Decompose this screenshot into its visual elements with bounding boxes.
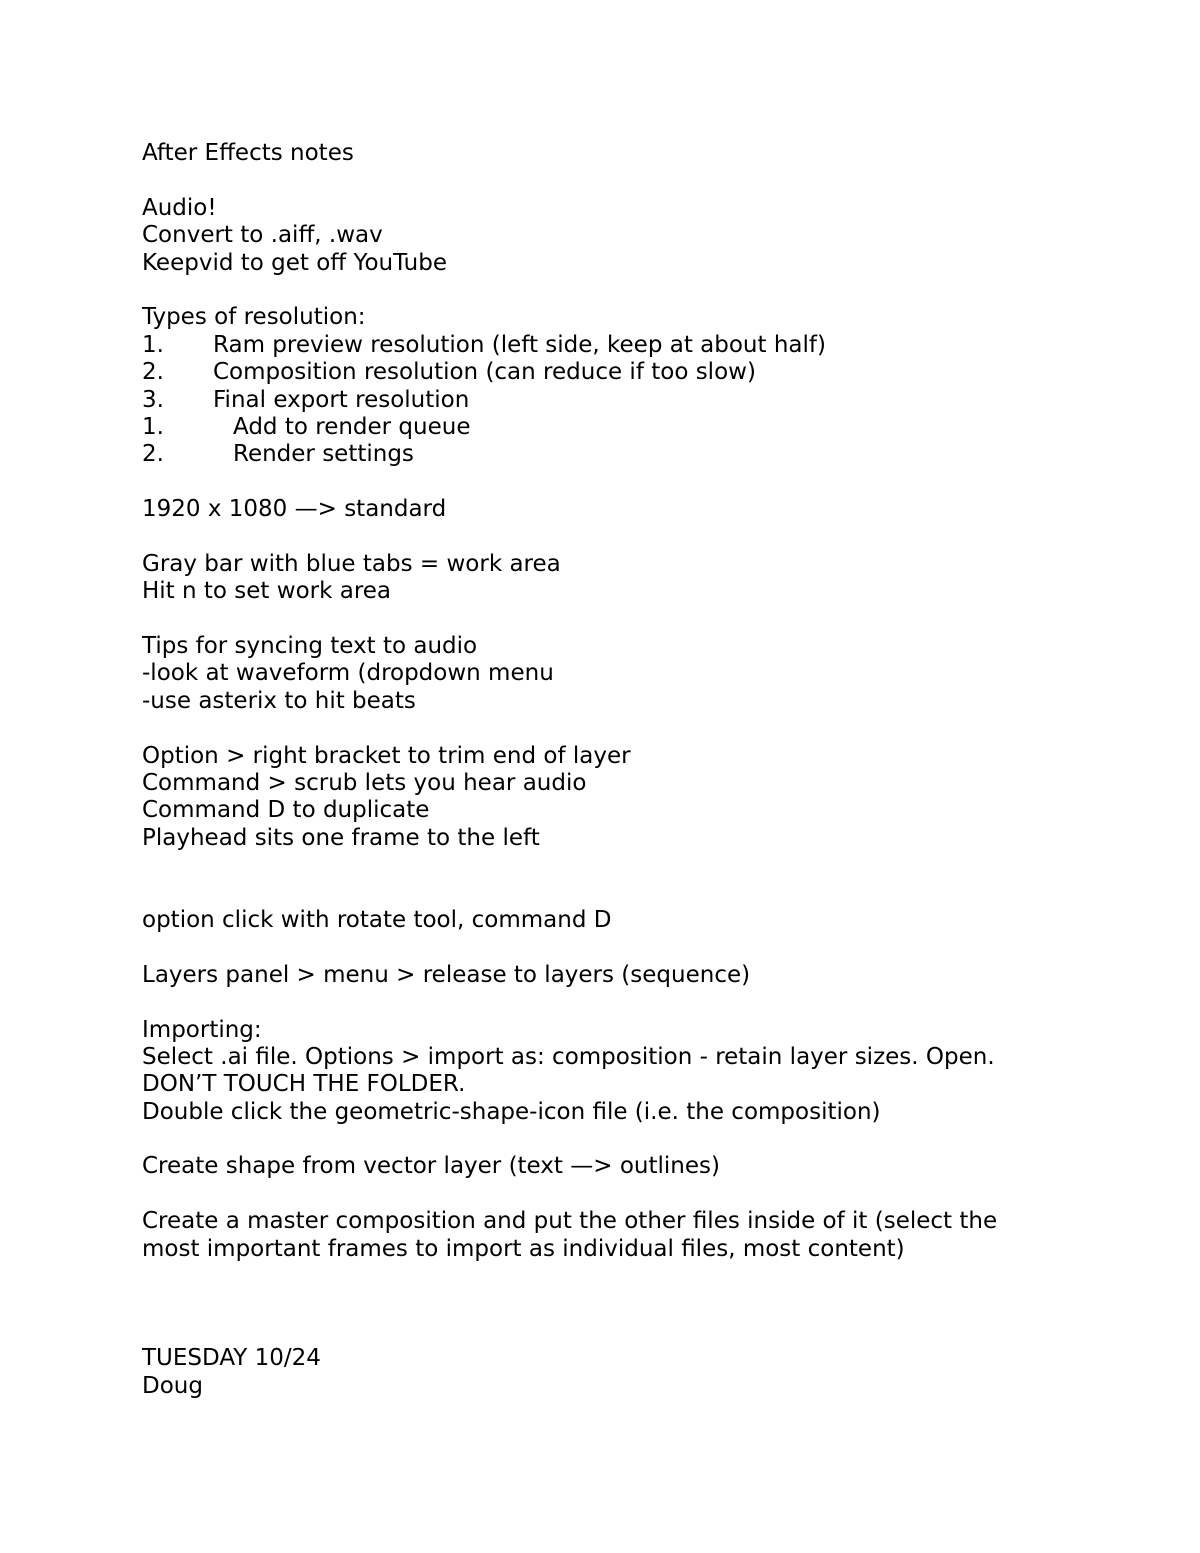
layers-line: Layers panel > menu > release to layers (sequence) bbox=[142, 961, 751, 988]
sub-list-item bbox=[142, 414, 1142, 441]
list-number: 2. bbox=[142, 359, 164, 386]
syncing-line: -look at waveform (dropdown menu bbox=[142, 660, 554, 687]
master-line: Create a master composition and put the other files inside of it (select the bbox=[142, 1208, 998, 1235]
footer-date: TUESDAY 10/24 bbox=[142, 1345, 321, 1372]
resolution-heading: Types of resolution: bbox=[142, 304, 366, 331]
list-item bbox=[142, 332, 1142, 359]
standard-line: 1920 x 1080 —> standard bbox=[142, 496, 447, 523]
importing-line: DON’T TOUCH THE FOLDER. bbox=[142, 1071, 466, 1098]
list-number: 2. bbox=[142, 441, 164, 468]
list-number: 1. bbox=[142, 331, 164, 358]
master-line: most important frames to import as individual files, most content) bbox=[142, 1235, 905, 1262]
importing-heading: Importing: bbox=[142, 1016, 262, 1043]
work-area-line: Hit n to set work area bbox=[142, 578, 392, 605]
list-item bbox=[142, 387, 1142, 414]
list-text: Render settings bbox=[233, 441, 414, 468]
rotate-line: option click with rotate tool, command D bbox=[142, 906, 612, 933]
list-number: 3. bbox=[142, 386, 164, 413]
list-text: Add to render queue bbox=[233, 413, 471, 440]
audio-line: Keepvid to get off YouTube bbox=[142, 249, 447, 276]
syncing-line: -use asterix to hit beats bbox=[142, 687, 416, 714]
list-text: Final export resolution bbox=[213, 386, 470, 413]
list-number: 1. bbox=[142, 413, 164, 440]
audio-line: Convert to .aiff, .wav bbox=[142, 222, 383, 249]
list-text: Ram preview resolution (left side, keep at about half) bbox=[213, 331, 826, 358]
syncing-heading: Tips for syncing text to audio bbox=[142, 633, 478, 660]
shape-line: Create shape from vector layer (text —> outlines) bbox=[142, 1153, 720, 1180]
audio-heading: Audio! bbox=[142, 194, 217, 221]
document-page bbox=[142, 140, 1142, 1400]
list-text: Composition resolution (can reduce if too slow) bbox=[213, 359, 756, 386]
shortcut-line: Option > right bracket to trim end of layer bbox=[142, 742, 631, 769]
shortcut-line: Command > scrub lets you hear audio bbox=[142, 769, 587, 796]
work-area-line: Gray bar with blue tabs = work area bbox=[142, 550, 561, 577]
shortcut-line: Playhead sits one frame to the left bbox=[142, 824, 540, 851]
footer-name: Doug bbox=[142, 1372, 203, 1399]
list-item bbox=[142, 359, 1142, 386]
importing-line: Double click the geometric-shape-icon file (i.e. the composition) bbox=[142, 1098, 881, 1125]
shortcut-line: Command D to duplicate bbox=[142, 797, 430, 824]
document-title: After Effects notes bbox=[142, 140, 354, 166]
sub-list-item bbox=[142, 441, 1142, 468]
importing-line: Select .ai file. Options > import as: composition - retain layer sizes. Open. bbox=[142, 1043, 995, 1070]
